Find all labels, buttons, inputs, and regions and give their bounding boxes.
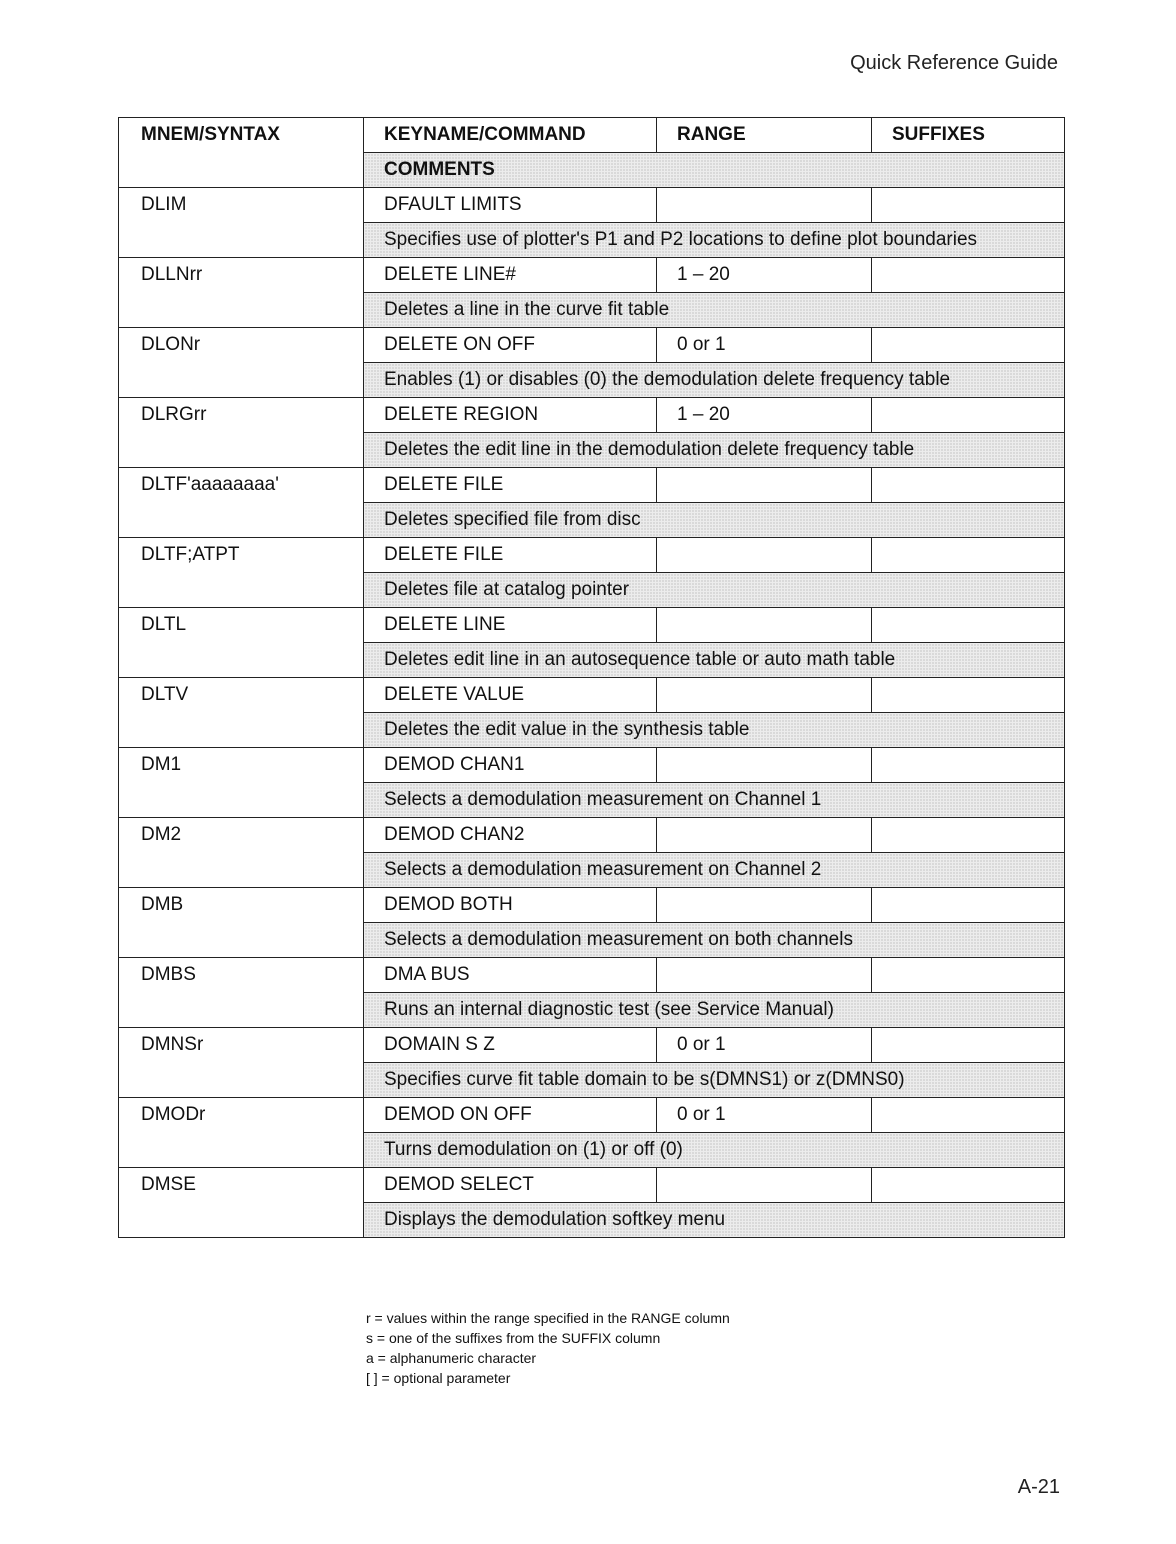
column-header-comments: COMMENTS	[364, 153, 1065, 188]
table-row	[119, 608, 1065, 643]
mnemonic-cell: DLLNrr	[119, 258, 364, 328]
keyname-cell: DELETE REGION	[364, 398, 657, 433]
legend-item: r = values within the range specified in the RANGE column	[366, 1310, 730, 1326]
suffixes-cell	[872, 468, 1065, 503]
mnemonic-cell: DLRGrr	[119, 398, 364, 468]
keyname-cell: DFAULT LIMITS	[364, 188, 657, 223]
comment-cell: Deletes a line in the curve fit table	[364, 293, 1065, 328]
suffixes-cell	[872, 538, 1065, 573]
mnemonic-cell: DMBS	[119, 958, 364, 1028]
column-header-keyname: KEYNAME/COMMAND	[364, 118, 657, 153]
table-row	[119, 958, 1065, 993]
suffixes-cell	[872, 1098, 1065, 1133]
range-cell	[657, 188, 872, 223]
mnemonic-cell: DLTF'aaaaaaaa'	[119, 468, 364, 538]
legend-item: s = one of the suffixes from the SUFFIX column	[366, 1330, 661, 1346]
comment-cell: Selects a demodulation measurement on Channel 1	[364, 783, 1065, 818]
mnemonic-cell: DLTV	[119, 678, 364, 748]
suffixes-cell	[872, 888, 1065, 923]
table-row	[119, 188, 1065, 223]
table-row	[119, 258, 1065, 293]
range-cell	[657, 678, 872, 713]
table-row	[119, 1028, 1065, 1063]
suffixes-cell	[872, 818, 1065, 853]
comment-cell: Specifies curve fit table domain to be s(DMNS1) or z(DMNS0)	[364, 1063, 1065, 1098]
quick-reference-table	[118, 117, 1065, 1238]
keyname-cell: DELETE LINE	[364, 608, 657, 643]
range-cell: 0 or 1	[657, 328, 872, 363]
keyname-cell: DELETE ON OFF	[364, 328, 657, 363]
comment-cell: Runs an internal diagnostic test (see Service Manual)	[364, 993, 1065, 1028]
table-row	[119, 328, 1065, 363]
mnemonic-cell: DLONr	[119, 328, 364, 398]
legend	[366, 1308, 730, 1388]
column-header-range: RANGE	[657, 118, 872, 153]
mnemonic-cell: DMNSr	[119, 1028, 364, 1098]
comment-cell: Deletes the edit value in the synthesis table	[364, 713, 1065, 748]
range-cell: 0 or 1	[657, 1098, 872, 1133]
comment-cell: Selects a demodulation measurement on both channels	[364, 923, 1065, 958]
table-row	[119, 818, 1065, 853]
keyname-cell: DEMOD BOTH	[364, 888, 657, 923]
range-cell	[657, 468, 872, 503]
mnemonic-cell: DLTL	[119, 608, 364, 678]
table-row	[119, 678, 1065, 713]
comment-cell: Specifies use of plotter's P1 and P2 locations to define plot boundaries	[364, 223, 1065, 258]
comment-cell: Enables (1) or disables (0) the demodulation delete frequency table	[364, 363, 1065, 398]
range-cell	[657, 608, 872, 643]
range-cell	[657, 1168, 872, 1203]
column-header-mnem: MNEM/SYNTAX	[119, 118, 364, 188]
legend-item: [ ] = optional parameter	[366, 1370, 511, 1386]
suffixes-cell	[872, 188, 1065, 223]
suffixes-cell	[872, 678, 1065, 713]
suffixes-cell	[872, 398, 1065, 433]
keyname-cell: DELETE VALUE	[364, 678, 657, 713]
range-cell: 1 – 20	[657, 258, 872, 293]
table-row	[119, 748, 1065, 783]
suffixes-cell	[872, 608, 1065, 643]
keyname-cell: DEMOD CHAN1	[364, 748, 657, 783]
range-cell	[657, 538, 872, 573]
table-row	[119, 468, 1065, 503]
mnemonic-cell: DM1	[119, 748, 364, 818]
mnemonic-cell: DMB	[119, 888, 364, 958]
suffixes-cell	[872, 258, 1065, 293]
comment-cell: Turns demodulation on (1) or off (0)	[364, 1133, 1065, 1168]
range-cell	[657, 748, 872, 783]
mnemonic-cell: DLIM	[119, 188, 364, 258]
page-number: A-21	[1017, 1476, 1060, 1498]
suffixes-cell	[872, 748, 1065, 783]
table-row	[119, 888, 1065, 923]
mnemonic-cell: DMSE	[119, 1168, 364, 1238]
range-cell	[657, 958, 872, 993]
suffixes-cell	[872, 1168, 1065, 1203]
table-row	[119, 1098, 1065, 1133]
mnemonic-cell: DM2	[119, 818, 364, 888]
range-cell: 0 or 1	[657, 1028, 872, 1063]
comment-cell: Deletes file at catalog pointer	[364, 573, 1065, 608]
keyname-cell: DEMOD ON OFF	[364, 1098, 657, 1133]
table-row	[119, 1168, 1065, 1203]
keyname-cell: DELETE LINE#	[364, 258, 657, 293]
keyname-cell: DELETE FILE	[364, 468, 657, 503]
mnemonic-cell: DMODr	[119, 1098, 364, 1168]
keyname-cell: DMA BUS	[364, 958, 657, 993]
comment-cell: Deletes specified file from disc	[364, 503, 1065, 538]
range-cell	[657, 888, 872, 923]
page-header-title: Quick Reference Guide	[850, 52, 1058, 74]
keyname-cell: DELETE FILE	[364, 538, 657, 573]
legend-item: a = alphanumeric character	[366, 1350, 537, 1366]
keyname-cell: DOMAIN S Z	[364, 1028, 657, 1063]
table-row	[119, 538, 1065, 573]
suffixes-cell	[872, 958, 1065, 993]
comment-cell: Deletes the edit line in the demodulation delete frequency table	[364, 433, 1065, 468]
comment-cell: Selects a demodulation measurement on Channel 2	[364, 853, 1065, 888]
mnemonic-cell: DLTF;ATPT	[119, 538, 364, 608]
column-header-suffixes: SUFFIXES	[872, 118, 1065, 153]
suffixes-cell	[872, 1028, 1065, 1063]
table-header-row	[119, 118, 1065, 153]
range-cell: 1 – 20	[657, 398, 872, 433]
comment-cell: Deletes edit line in an autosequence table or auto math table	[364, 643, 1065, 678]
keyname-cell: DEMOD SELECT	[364, 1168, 657, 1203]
comment-cell: Displays the demodulation softkey menu	[364, 1203, 1065, 1238]
range-cell	[657, 818, 872, 853]
keyname-cell: DEMOD CHAN2	[364, 818, 657, 853]
table-row	[119, 398, 1065, 433]
suffixes-cell	[872, 328, 1065, 363]
